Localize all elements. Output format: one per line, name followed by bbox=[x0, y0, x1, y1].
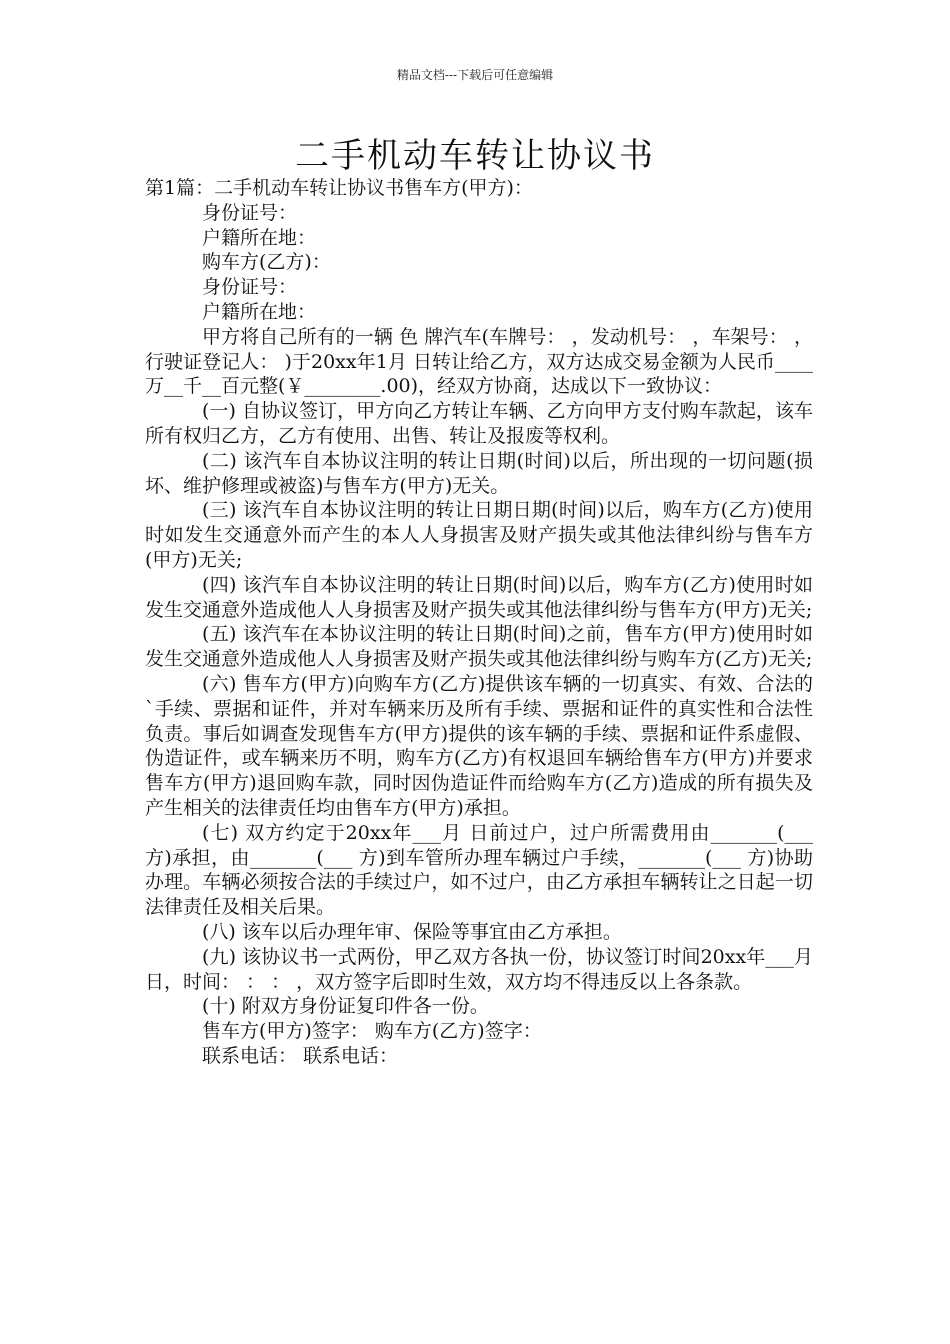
document-body bbox=[145, 176, 813, 1069]
clause-1: (一) 自协议签订，甲方向乙方转让车辆、乙方向甲方支付购车款起，该车所有权归乙方，乙方有使用、出售、转让及报废等权利。 bbox=[145, 400, 813, 447]
contact-line: 联系电话： 联系电话： bbox=[202, 1044, 399, 1067]
clause-10: (十) 附双方身份证复印件各一份。 bbox=[202, 995, 489, 1018]
clause-2: (二) 该汽车自本协议注明的转让日期(时间)以后，所出现的一切问题(损坏、维护修理或被盗)与售车方(甲方)无关。 bbox=[145, 449, 813, 497]
document-title: 二手机动车转让协议书 bbox=[295, 136, 655, 176]
clause-6: (六) 售车方(甲方)向购车方(乙方)提供该车辆的一切真实、有效、合法的`手续、票据和证件，并对车辆来历及所有手续、票据和证件的真实性和合法性负责。事后如调查发现售车方(甲方)提供的该车辆的手续、票据和证件系虚假、伪造证件，或车辆来历不明，购车方(乙方)有权退回车辆给售车方(甲方)并要求售车方(甲方)退回购车款，同时因伪造证件而给购车方(乙方)造成的所有损失及产生相关的法律责任均由售车方(甲方)承担。 bbox=[145, 672, 813, 819]
clause-4: (四) 该汽车自本协议注明的转让日期(时间)以后，购车方(乙方)使用时如发生交通意外造成他人人身损害及财产损失或其他法律纠纷与售车方(甲方)无关; bbox=[145, 573, 813, 621]
signature-line: 售车方(甲方)签字： 购车方(乙方)签字： bbox=[202, 1020, 542, 1043]
clause-9: (九) 该协议书一式两份，甲乙双方各执一份，协议签订时间20xx年___月 日，时间： ： ： ，双方签字后即时生效，双方均不得违反以上各条款。 bbox=[145, 945, 813, 993]
buyer-field: 购车方(乙方)： bbox=[202, 251, 331, 274]
page-header: 精品文档---下载后可任意编辑 bbox=[396, 68, 554, 82]
seller-id-field: 身份证号： bbox=[202, 201, 298, 224]
clause-8: (八) 该车以后办理年审、保险等事宜由乙方承担。 bbox=[202, 920, 622, 943]
buyer-id-field: 身份证号： bbox=[202, 276, 298, 299]
clause-5: (五) 该汽车在本协议注明的转让日期(时间)之前，售车方(甲方)使用时如发生交通意外造成他人人身损害及财产损失或其他法律纠纷与购车方(乙方)无关; bbox=[145, 623, 813, 671]
intro-line: 第1篇：二手机动车转让协议书售车方(甲方)： bbox=[145, 177, 533, 199]
clause-7: (七) 双方约定于20xx年___月 日前过户，过户所需费用由_______(___ 方)承担，由_______(___ 方)到车管所办理车辆过户手续，_______(___ 方)协助办理。车辆必须按合法的手续过户，如不过户，由乙方承担车辆转让之日起一切法律责任及相关后果。 bbox=[145, 821, 813, 919]
clause-3: (三) 该汽车自本协议注明的转让日期日期(时间)以后，购车方(乙方)使用时如发生交通意外而产生的本人人身损害及财产损失或其他法律纠纷与售车方(甲方)无关; bbox=[145, 499, 813, 571]
paragraph-preamble: 甲方将自己所有的一辆 色 牌汽车(车牌号： ，发动机号： ，车架号： ，行驶证登记人： )于20xx年1月 日转让给乙方，双方达成交易金额为人民币____万__千__百元整(￥________.00)，经双方协商，达成以下一致协议： bbox=[145, 325, 813, 398]
seller-domicile-field: 户籍所在地： bbox=[202, 226, 317, 249]
buyer-domicile-field: 户籍所在地： bbox=[202, 300, 317, 323]
